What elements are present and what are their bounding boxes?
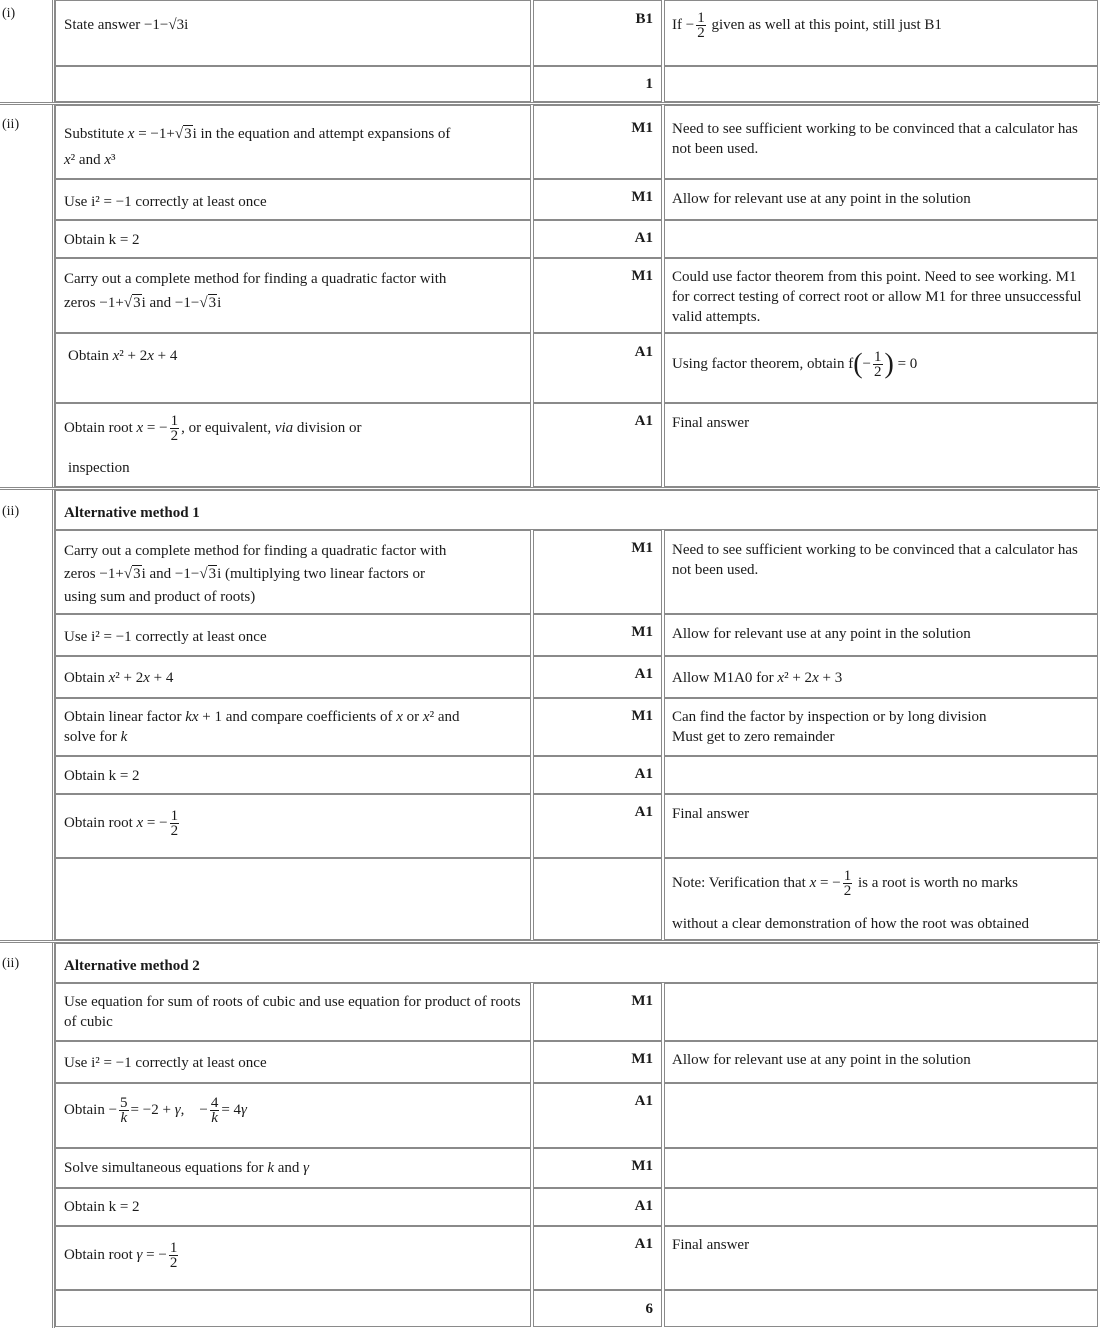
guidance-cell: Can find the factor by inspection or by long division Must get to zero remainder (672, 709, 987, 745)
total-row (0, 1290, 1100, 1327)
mark-row (0, 1226, 1100, 1290)
mark-row (0, 220, 1100, 258)
mark-a1: A1 (634, 1093, 653, 1109)
guidance-cell: Allow M1A0 for x² + 2x + 3 (672, 670, 843, 686)
mark-row (0, 179, 1100, 220)
mark-a1: A1 (634, 804, 653, 820)
answer-cell: Obtain x² + 2x + 4 (68, 348, 178, 364)
guidance-cell: Need to see sufficient working to be convinced that a calculator has not been used. (672, 121, 1078, 157)
guidance-cell: Allow for relevant use at any point in the solution (672, 191, 971, 207)
answer-cell: State answer −1−√3i (64, 17, 189, 33)
mark-row (0, 983, 1100, 1041)
part-label-i: (i) (2, 6, 16, 21)
part-label-ii-alt1: (ii) (2, 504, 20, 519)
mark-row (0, 403, 1100, 487)
answer-cell: Substitute x = −1+√3i in the equation and attempt expansions of x² and x³ (64, 126, 451, 168)
answer-cell: Use equation for sum of roots of cubic and use equation for product of roots of cubic (64, 994, 521, 1030)
mark-a1: A1 (634, 344, 653, 360)
part-label-ii: (ii) (2, 117, 20, 132)
mark-m1: M1 (631, 189, 653, 205)
answer-cell: Use i² = −1 correctly at least once (64, 629, 267, 645)
alt-method-1-title: Alternative method 1 (64, 505, 200, 521)
mark-m1: M1 (631, 1158, 653, 1174)
answer-cell: Carry out a complete method for finding a quadratic factor with zeros −1+√3i and −1−√3i (multiplying two linear factors or using sum and product of roots) (64, 543, 447, 605)
answer-cell: Obtain k = 2 (64, 768, 140, 784)
guidance-cell: Allow for relevant use at any point in the solution (672, 626, 971, 642)
mark-m1: M1 (631, 993, 653, 1009)
answer-cell: Obtain linear factor kx + 1 and compare coefficients of x or x² and solve for k (64, 709, 460, 745)
part-label-ii-alt2: (ii) (2, 956, 20, 971)
mark-row (0, 258, 1100, 333)
section-title-row (0, 943, 1100, 983)
verification-note: Note: Verification that x = − $\frac{1}{2}$ is a root is worth no marks (672, 868, 1018, 899)
guidance-cell: Using factor theorem, obtain f(− $\frac{1}{2}$ ) = 0 (672, 348, 918, 380)
answer-cell: Obtain k = 2 (64, 232, 140, 248)
section-total: 1 (645, 76, 653, 92)
guidance-cell: Could use factor theorem from this point. Need to see working. M1 for correct testing of correct root or allow M1 for three unsuccessful valid attempts. (672, 269, 1082, 325)
mark-a1: A1 (634, 766, 653, 782)
mark-row (0, 794, 1100, 858)
mark-row (0, 0, 1100, 66)
mark-m1: M1 (631, 624, 653, 640)
guidance-cell: Need to see sufficient working to be convinced that a calculator has not been used. (672, 542, 1078, 578)
mark-row (0, 105, 1100, 179)
answer-cell: Obtain root γ = − $\frac{1}{2}$ (64, 1240, 178, 1271)
note-row (0, 858, 1100, 940)
guidance-cell: Final answer (672, 415, 750, 431)
mark-a1: A1 (634, 1236, 653, 1252)
mark-a1: A1 (634, 666, 653, 682)
mark-a1: A1 (634, 413, 653, 429)
mark-row (0, 1083, 1100, 1148)
mark-m1: M1 (631, 1051, 653, 1067)
answer-cell: Obtain − $\frac{5}{k}$ = −2 + γ, − $\frac{4}{k}$ = 4γ (64, 1095, 247, 1126)
verification-note-continued: without a clear demonstration of how the root was obtained (672, 916, 1029, 932)
mark-row (0, 1041, 1100, 1083)
mark-row (0, 614, 1100, 656)
mark-row (0, 698, 1100, 756)
section-title-row (0, 490, 1100, 530)
mark-row (0, 756, 1100, 794)
mark-m1: M1 (631, 540, 653, 556)
answer-cell: Use i² = −1 correctly at least once (64, 1055, 267, 1071)
section-total: 6 (645, 1301, 653, 1317)
mark-row (0, 656, 1100, 698)
mark-m1: M1 (631, 708, 653, 724)
mark-m1: M1 (631, 120, 653, 136)
mark-m1: M1 (631, 268, 653, 284)
mark-row (0, 1188, 1100, 1226)
mark-row (0, 530, 1100, 614)
mark-row (0, 1148, 1100, 1188)
mark-a1: A1 (634, 230, 653, 246)
answer-cell-continued: inspection (68, 460, 130, 476)
guidance-cell: Final answer (672, 1237, 750, 1253)
answer-cell: Obtain root x = − $\frac{1}{2}$ , or equivalent, via division or (64, 413, 362, 444)
answer-cell: Obtain root x = − $\frac{1}{2}$ (64, 808, 179, 839)
answer-cell: Use i² = −1 correctly at least once (64, 194, 267, 210)
guidance-cell: Allow for relevant use at any point in the solution (672, 1052, 971, 1068)
answer-cell: Obtain k = 2 (64, 1199, 140, 1215)
answer-cell: Carry out a complete method for finding a quadratic factor with zeros −1+√3i and −1−√3i (64, 271, 447, 311)
alt-method-2-title: Alternative method 2 (64, 958, 200, 974)
total-row (0, 66, 1100, 102)
guidance-cell: Final answer (672, 806, 750, 822)
guidance-cell: If − $\frac{1}{2}$ given as well at this point, still just B1 (672, 10, 942, 41)
mark-b1: B1 (635, 11, 653, 27)
mark-row (0, 333, 1100, 403)
answer-cell: Obtain x² + 2x + 4 (64, 670, 174, 686)
answer-cell: Solve simultaneous equations for k and γ (64, 1160, 310, 1176)
mark-a1: A1 (634, 1198, 653, 1214)
